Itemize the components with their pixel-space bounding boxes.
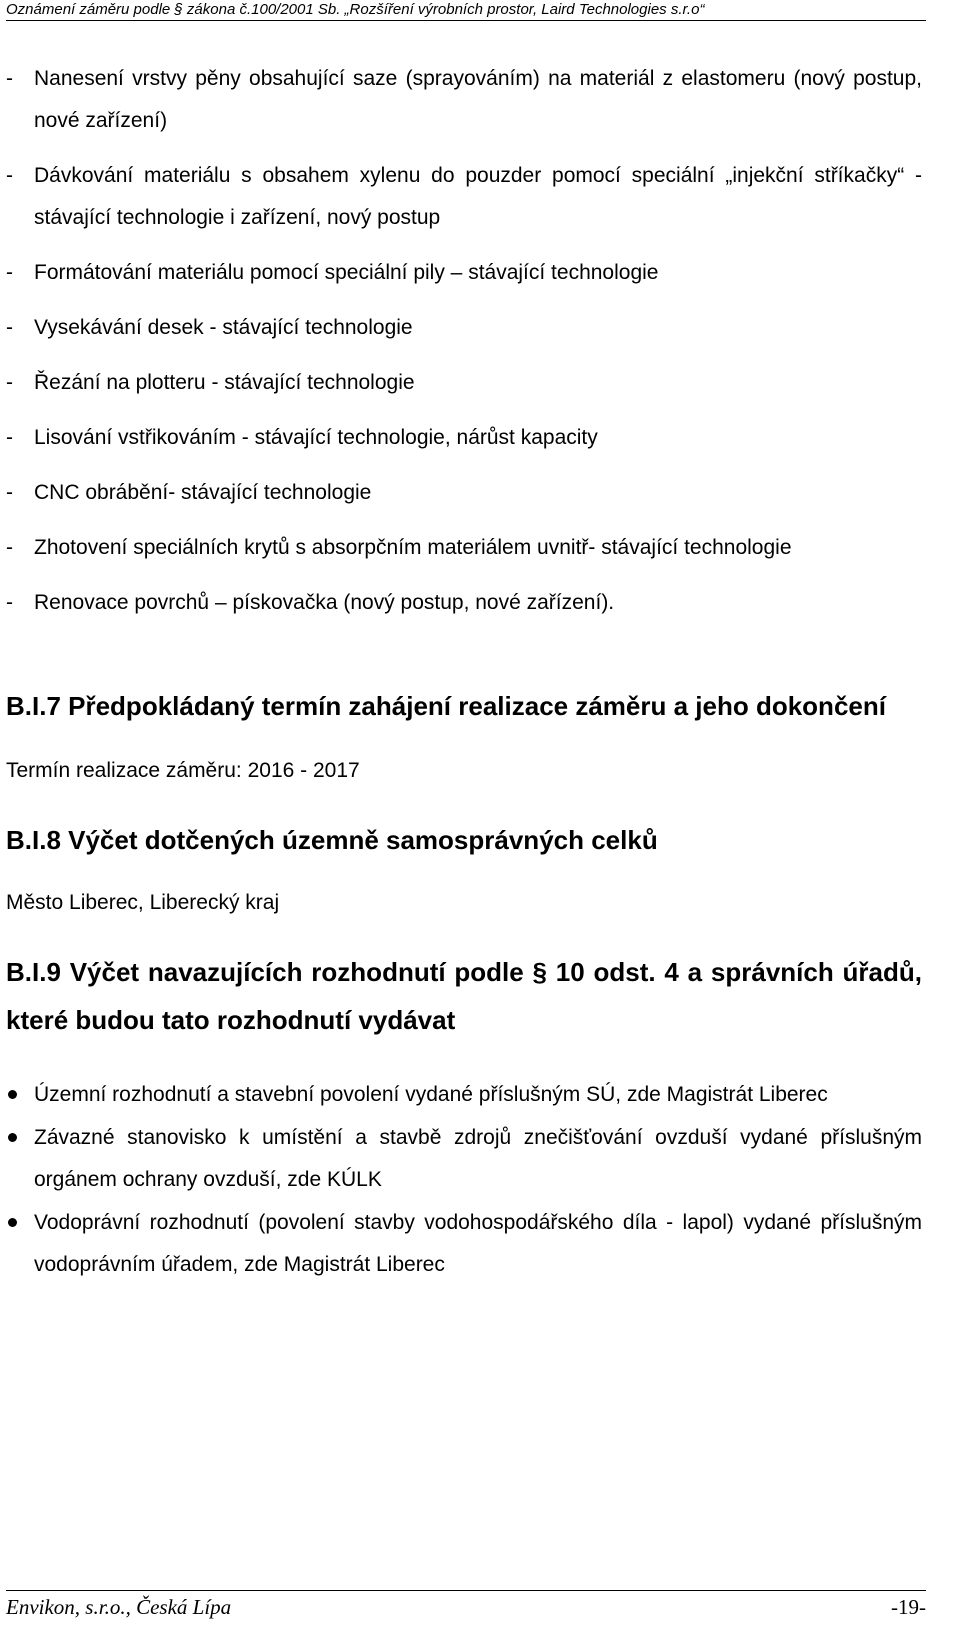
header-text: Oznámení záměru podle § zákona č.100/2001 Sb. „Rozšíření výrobních prostor, Laird Technologies s.r.o“ <box>6 1 705 18</box>
decision-list <box>6 1074 922 1286</box>
section-b18-text: Město Liberec, Liberecký kraj <box>6 891 280 914</box>
page-footer <box>6 1590 926 1621</box>
list-item <box>6 1202 922 1286</box>
section-b18-title: B.I.8 Výčet dotčených územně samosprávných celků <box>6 825 658 855</box>
list-item <box>6 1117 922 1201</box>
section-b17-title: B.I.7 Předpokládaný termín zahájení realizace záměru a jeho dokončení <box>6 691 886 721</box>
list-item: - Dávkování materiálu s obsahem xylenu do pouzder pomocí speciální „injekční stříkačky“ - stávající technologie i zařízení, nový postup <box>6 155 922 239</box>
list-item: - Řezání na plotteru - stávající technologie <box>6 362 922 404</box>
list-item: - Vysekávání desek - stávající technologie <box>6 307 922 349</box>
bullet-icon <box>8 1218 17 1227</box>
list-item: - Zhotovení speciálních krytů s absorpčním materiálem uvnitř- stávající technologie <box>6 527 922 569</box>
list-item: - CNC obrábění- stávající technologie <box>6 472 922 514</box>
process-list <box>6 58 922 624</box>
section-b19-title: B.I.9 Výčet navazujících rozhodnutí podle § 10 odst. 4 a správních úřadů, které budou tato rozhodnutí vydávat <box>6 957 922 1035</box>
bullet-icon <box>8 1133 17 1142</box>
list-item: - Renovace povrchů – pískovačka (nový postup, nové zařízení). <box>6 582 922 624</box>
document-body <box>6 58 922 1287</box>
page-header <box>6 0 926 21</box>
list-item-text: Vodoprávní rozhodnutí (povolení stavby vodohospodářského díla - lapol) vydané příslušným vodoprávním úřadem, zde Magistrát Liberec <box>34 1211 922 1276</box>
section-b17-text: Termín realizace záměru: 2016 - 2017 <box>6 759 360 782</box>
list-item-text: Územní rozhodnutí a stavební povolení vydané příslušným SÚ, zde Magistrát Liberec <box>34 1083 828 1106</box>
list-item: - Nanesení vrstvy pěny obsahující saze (sprayováním) na materiál z elastomeru (nový postup, nové zařízení) <box>6 58 922 142</box>
bullet-icon <box>8 1090 17 1099</box>
footer-company: Envikon, s.r.o., Česká Lípa <box>6 1595 232 1619</box>
list-item: - Lisování vstřikováním - stávající technologie, nárůst kapacity <box>6 417 922 459</box>
list-item-text: Závazné stanovisko k umístění a stavbě zdrojů znečišťování ovzduší vydané příslušným orgánem ochrany ovzduší, zde KÚLK <box>34 1126 922 1191</box>
list-item <box>6 1074 922 1116</box>
page-number: -19- <box>891 1595 926 1619</box>
list-item: - Formátování materiálu pomocí speciální pily – stávající technologie <box>6 252 922 294</box>
